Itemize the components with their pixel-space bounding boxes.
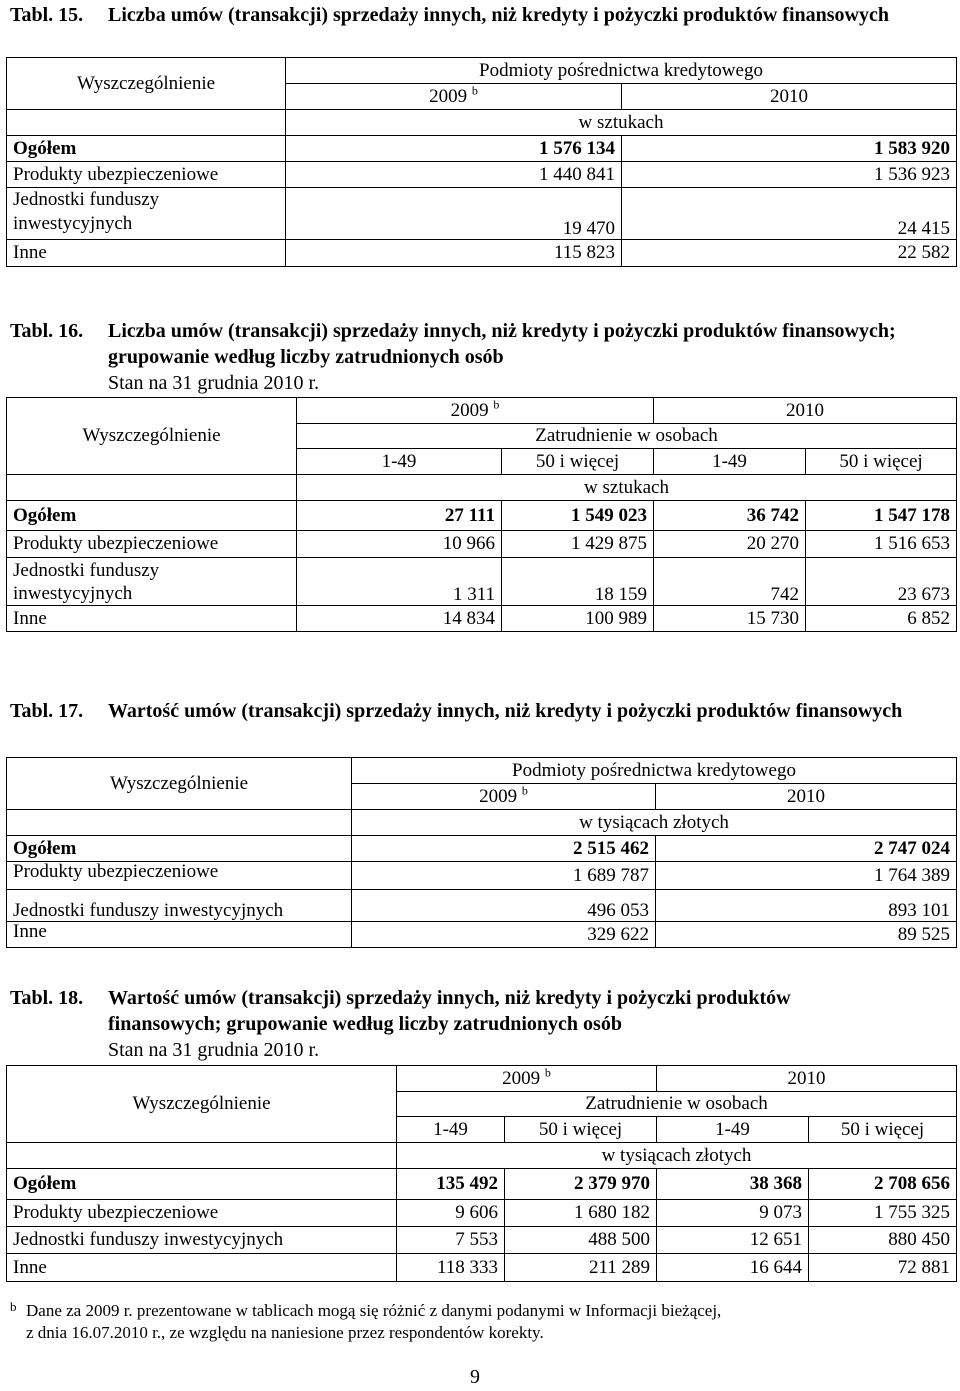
- row-label: Produkty ubezpieczeniowe: [7, 1200, 397, 1227]
- row-label: Jednostki funduszy inwestycyjnych: [7, 188, 286, 240]
- cell-value: 23 673: [806, 558, 957, 606]
- cell-value: 1 680 182: [505, 1200, 657, 1227]
- table-16-caption: [10, 318, 950, 396]
- page-number: 9: [470, 1366, 480, 1388]
- table-16-title: Liczba umów (transakcji) sprzedaży innych, niż kredyty i pożyczki produktów finansowych; grupowanie według liczby zatrudnionych osób Stan na 31 grudnia 2010 r.: [108, 318, 908, 396]
- table-row: [7, 240, 957, 267]
- cell-value: 72 881: [809, 1254, 957, 1282]
- footnote-line-2: z dnia 16.07.2010 r., ze względu na naniesione przez respondentów korekty.: [26, 1323, 544, 1342]
- table-15-unit-blank: [7, 110, 286, 136]
- table-15-head-label: Wyszczególnienie: [7, 58, 286, 110]
- table-18-head-label: Wyszczególnienie: [7, 1066, 397, 1143]
- cell-value: 118 333: [397, 1254, 505, 1282]
- cell-value: 211 289: [505, 1254, 657, 1282]
- table-row: [7, 188, 957, 240]
- column-header: 1-49: [397, 1117, 505, 1143]
- cell-value: 2 747 024: [656, 836, 957, 862]
- row-label: Produkty ubezpieczeniowe: [7, 162, 286, 188]
- row-label: Inne: [7, 922, 352, 948]
- table-16-year-2010: 2010: [654, 398, 957, 424]
- cell-value: 1 536 923: [622, 162, 957, 188]
- table-15-year-2009: 2009 $^b$: [286, 84, 622, 110]
- table-16-head-label: Wyszczególnienie: [7, 398, 297, 475]
- table-18-subtitle: Stan na 31 grudnia 2010 r.: [108, 1039, 320, 1061]
- cell-value: 329 622: [352, 922, 656, 948]
- table-17-caption: [10, 698, 950, 750]
- row-label: Produkty ubezpieczeniowe: [7, 862, 352, 890]
- table-18-unit: w tysiącach złotych: [397, 1143, 957, 1169]
- table-18-year-2010: 2010: [657, 1066, 957, 1092]
- table-row: [7, 1169, 957, 1200]
- table-16-subtitle: Stan na 31 grudnia 2010 r.: [108, 372, 320, 394]
- table-17-group-header: Podmioty pośrednictwa kredytowego: [352, 758, 957, 784]
- table-18-unit-blank: [7, 1143, 397, 1169]
- cell-value: 1 429 875: [502, 531, 654, 558]
- table-18: [6, 1065, 957, 1282]
- table-row: [7, 1254, 957, 1282]
- cell-value: 36 742: [654, 501, 806, 531]
- cell-value: 16 644: [657, 1254, 809, 1282]
- cell-value: 1 547 178: [806, 501, 957, 531]
- table-18-caption: [10, 985, 950, 1063]
- cell-value: 2 379 970: [505, 1169, 657, 1200]
- table-row: [7, 136, 957, 162]
- cell-value: 880 450: [809, 1227, 957, 1254]
- row-label: Produkty ubezpieczeniowe: [7, 531, 297, 558]
- cell-value: 15 730: [654, 606, 806, 632]
- row-label: Ogółem: [7, 1169, 397, 1200]
- cell-value: 18 159: [502, 558, 654, 606]
- column-header: 50 i więcej: [502, 449, 654, 475]
- table-17-head-label: Wyszczególnienie: [7, 758, 352, 810]
- table-18-year-2009: 2009 $^b$: [397, 1066, 657, 1092]
- table-17-unit: w tysiącach złotych: [352, 810, 957, 836]
- table-row: [7, 890, 957, 922]
- cell-value: 1 516 653: [806, 531, 957, 558]
- table-18-title: Wartość umów (transakcji) sprzedaży innych, niż kredyty i pożyczki produktów finansowych; grupowanie według liczby zatrudnionych osób Stan na 31 grudnia 2010 r.: [108, 985, 908, 1063]
- table-15-unit: w sztukach: [286, 110, 957, 136]
- cell-value: 2 515 462: [352, 836, 656, 862]
- table-16-employment-header: Zatrudnienie w osobach: [297, 424, 957, 449]
- cell-value: 115 823: [286, 240, 622, 267]
- cell-value: 9 606: [397, 1200, 505, 1227]
- table-15-group-header: Podmioty pośrednictwa kredytowego: [286, 58, 957, 84]
- cell-value: 38 368: [657, 1169, 809, 1200]
- cell-value: 10 966: [297, 531, 502, 558]
- row-label: Ogółem: [7, 501, 297, 531]
- row-label: Jednostki funduszy inwestycyjnych: [7, 1227, 397, 1254]
- cell-value: 24 415: [622, 188, 957, 240]
- cell-value: 1 764 389: [656, 862, 957, 890]
- table-row: [7, 531, 957, 558]
- table-15-year-2010: 2010: [622, 84, 957, 110]
- cell-value: 6 852: [806, 606, 957, 632]
- row-label: Inne: [7, 606, 297, 632]
- row-label: Inne: [7, 1254, 397, 1282]
- cell-value: 27 111: [297, 501, 502, 531]
- column-header: 50 i więcej: [505, 1117, 657, 1143]
- cell-value: 89 525: [656, 922, 957, 948]
- table-row: [7, 558, 957, 606]
- cell-value: 893 101: [656, 890, 957, 922]
- table-15-caption: [10, 2, 950, 54]
- cell-value: 12 651: [657, 1227, 809, 1254]
- table-row: [7, 1200, 957, 1227]
- table-18-employment-header: Zatrudnienie w osobach: [397, 1092, 957, 1117]
- cell-value: 1 549 023: [502, 501, 654, 531]
- table-17-number: Tabl. 17.: [10, 700, 84, 722]
- cell-value: 1 755 325: [809, 1200, 957, 1227]
- table-15-title: Liczba umów (transakcji) sprzedaży innych, niż kredyty i pożyczki produktów finansowych: [108, 4, 889, 26]
- table-17-title: Wartość umów (transakcji) sprzedaży innych, niż kredyty i pożyczki produktów finansowych: [108, 700, 903, 722]
- table-17-year-2009: 2009 $^b$: [352, 784, 656, 810]
- column-header: 50 i więcej: [809, 1117, 957, 1143]
- table-16-number: Tabl. 16.: [10, 320, 84, 342]
- footnote: [10, 1300, 910, 1350]
- row-label: Jednostki funduszy inwestycyjnych: [7, 890, 352, 922]
- table-row: [7, 606, 957, 632]
- table-row: [7, 922, 957, 948]
- cell-value: 100 989: [502, 606, 654, 632]
- table-row: [7, 1227, 957, 1254]
- column-header: 50 i więcej: [806, 449, 957, 475]
- cell-value: 488 500: [505, 1227, 657, 1254]
- row-label: Ogółem: [7, 136, 286, 162]
- cell-value: 1 311: [297, 558, 502, 606]
- cell-value: 1 689 787: [352, 862, 656, 890]
- table-row: [7, 862, 957, 890]
- cell-value: 14 834: [297, 606, 502, 632]
- cell-value: 22 582: [622, 240, 957, 267]
- column-header: 1-49: [297, 449, 502, 475]
- cell-value: 19 470: [286, 188, 622, 240]
- cell-value: 9 073: [657, 1200, 809, 1227]
- column-header: 1-49: [654, 449, 806, 475]
- cell-value: 1 576 134: [286, 136, 622, 162]
- footnote-mark: b: [10, 1299, 17, 1314]
- table-16-unit-blank: [7, 475, 297, 501]
- row-label: Inne: [7, 240, 286, 267]
- table-17-year-2010: 2010: [656, 784, 957, 810]
- table-16: [6, 397, 957, 632]
- cell-value: 1 440 841: [286, 162, 622, 188]
- table-row: [7, 501, 957, 531]
- cell-value: 20 270: [654, 531, 806, 558]
- cell-value: 2 708 656: [809, 1169, 957, 1200]
- table-18-number: Tabl. 18.: [10, 987, 84, 1009]
- table-15: [6, 57, 957, 267]
- column-header: 1-49: [657, 1117, 809, 1143]
- cell-value: 1 583 920: [622, 136, 957, 162]
- footnote-line-1: Dane za 2009 r. prezentowane w tablicach mogą się różnić z danymi podanymi w Informacji bieżącej,: [26, 1301, 722, 1320]
- table-row: [7, 162, 957, 188]
- table-17-unit-blank: [7, 810, 352, 836]
- table-17: [6, 757, 957, 948]
- cell-value: 135 492: [397, 1169, 505, 1200]
- table-15-number: Tabl. 15.: [10, 4, 84, 26]
- table-row: [7, 836, 957, 862]
- table-16-year-2009: 2009 $^b$: [297, 398, 654, 424]
- cell-value: 496 053: [352, 890, 656, 922]
- row-label: Jednostki funduszy inwestycyjnych: [7, 558, 297, 606]
- cell-value: 7 553: [397, 1227, 505, 1254]
- cell-value: 742: [654, 558, 806, 606]
- table-16-unit: w sztukach: [297, 475, 957, 501]
- row-label: Ogółem: [7, 836, 352, 862]
